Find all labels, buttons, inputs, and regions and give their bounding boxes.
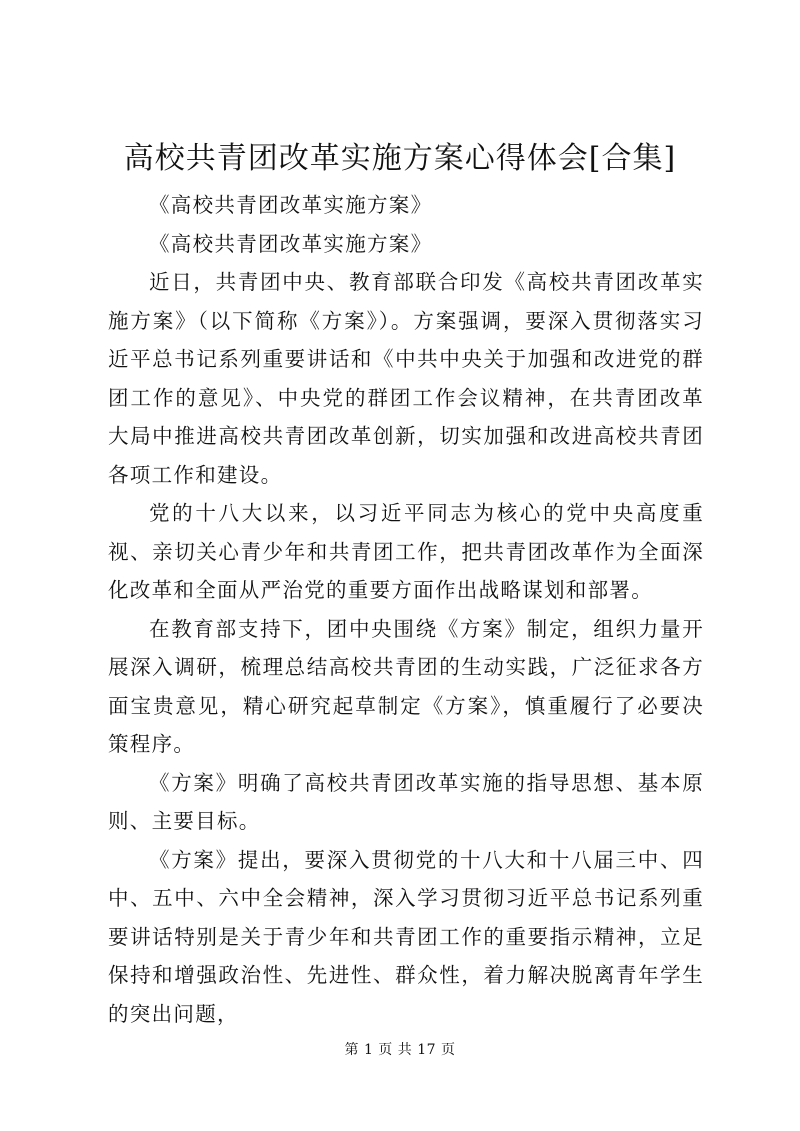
document-body	[108, 186, 704, 1033]
paragraph: 《高校共青团改革实施方案》	[149, 231, 433, 256]
paragraph: 在教育部支持下，团中央围绕《方案》制定，组织力量开展深入调研，梳理总结高校共青团的生动实践，广泛征求各方面宝贵意见，精心研究起草制定《方案》，慎重履行了必要决策程序。	[108, 616, 704, 756]
paragraph: 近日，共青团中央、教育部联合印发《高校共青团改革实施方案》（以下简称《方案》）。方案强调，要深入贯彻落实习近平总书记系列重要讲话和《中共中央关于加强和改进党的群团工作的意见》、中央党的群团工作会议精神，在共青团改革大局中推进高校共青团改革创新，切实加强和改进高校共青团各项工作和建设。	[108, 270, 704, 487]
paragraph: 党的十八大以来，以习近平同志为核心的党中央高度重视、亲切关心青少年和共青团工作，把共青团改革作为全面深化改革和全面从严治党的重要方面作出战略谋划和部署。	[108, 501, 704, 602]
paragraph: 《方案》明确了高校共青团改革实施的指导思想、基本原则、主要目标。	[108, 770, 704, 833]
document-title: 高校共青团改革实施方案心得体会[合集]	[123, 141, 677, 176]
paragraph: 《高校共青团改革实施方案》	[149, 193, 433, 217]
paragraph: 《方案》提出，要深入贯彻党的十八大和十八届三中、四中、五中、六中全会精神，深入学习贯彻习近平总书记系列重要讲话特别是关于青少年和共青团工作的重要指示精神，立足保持和增强政治性、先进性、群众性，着力解决脱离青年学生的突出问题，	[108, 847, 704, 1026]
page-footer: 第 1 页 共 17 页	[344, 1042, 456, 1058]
